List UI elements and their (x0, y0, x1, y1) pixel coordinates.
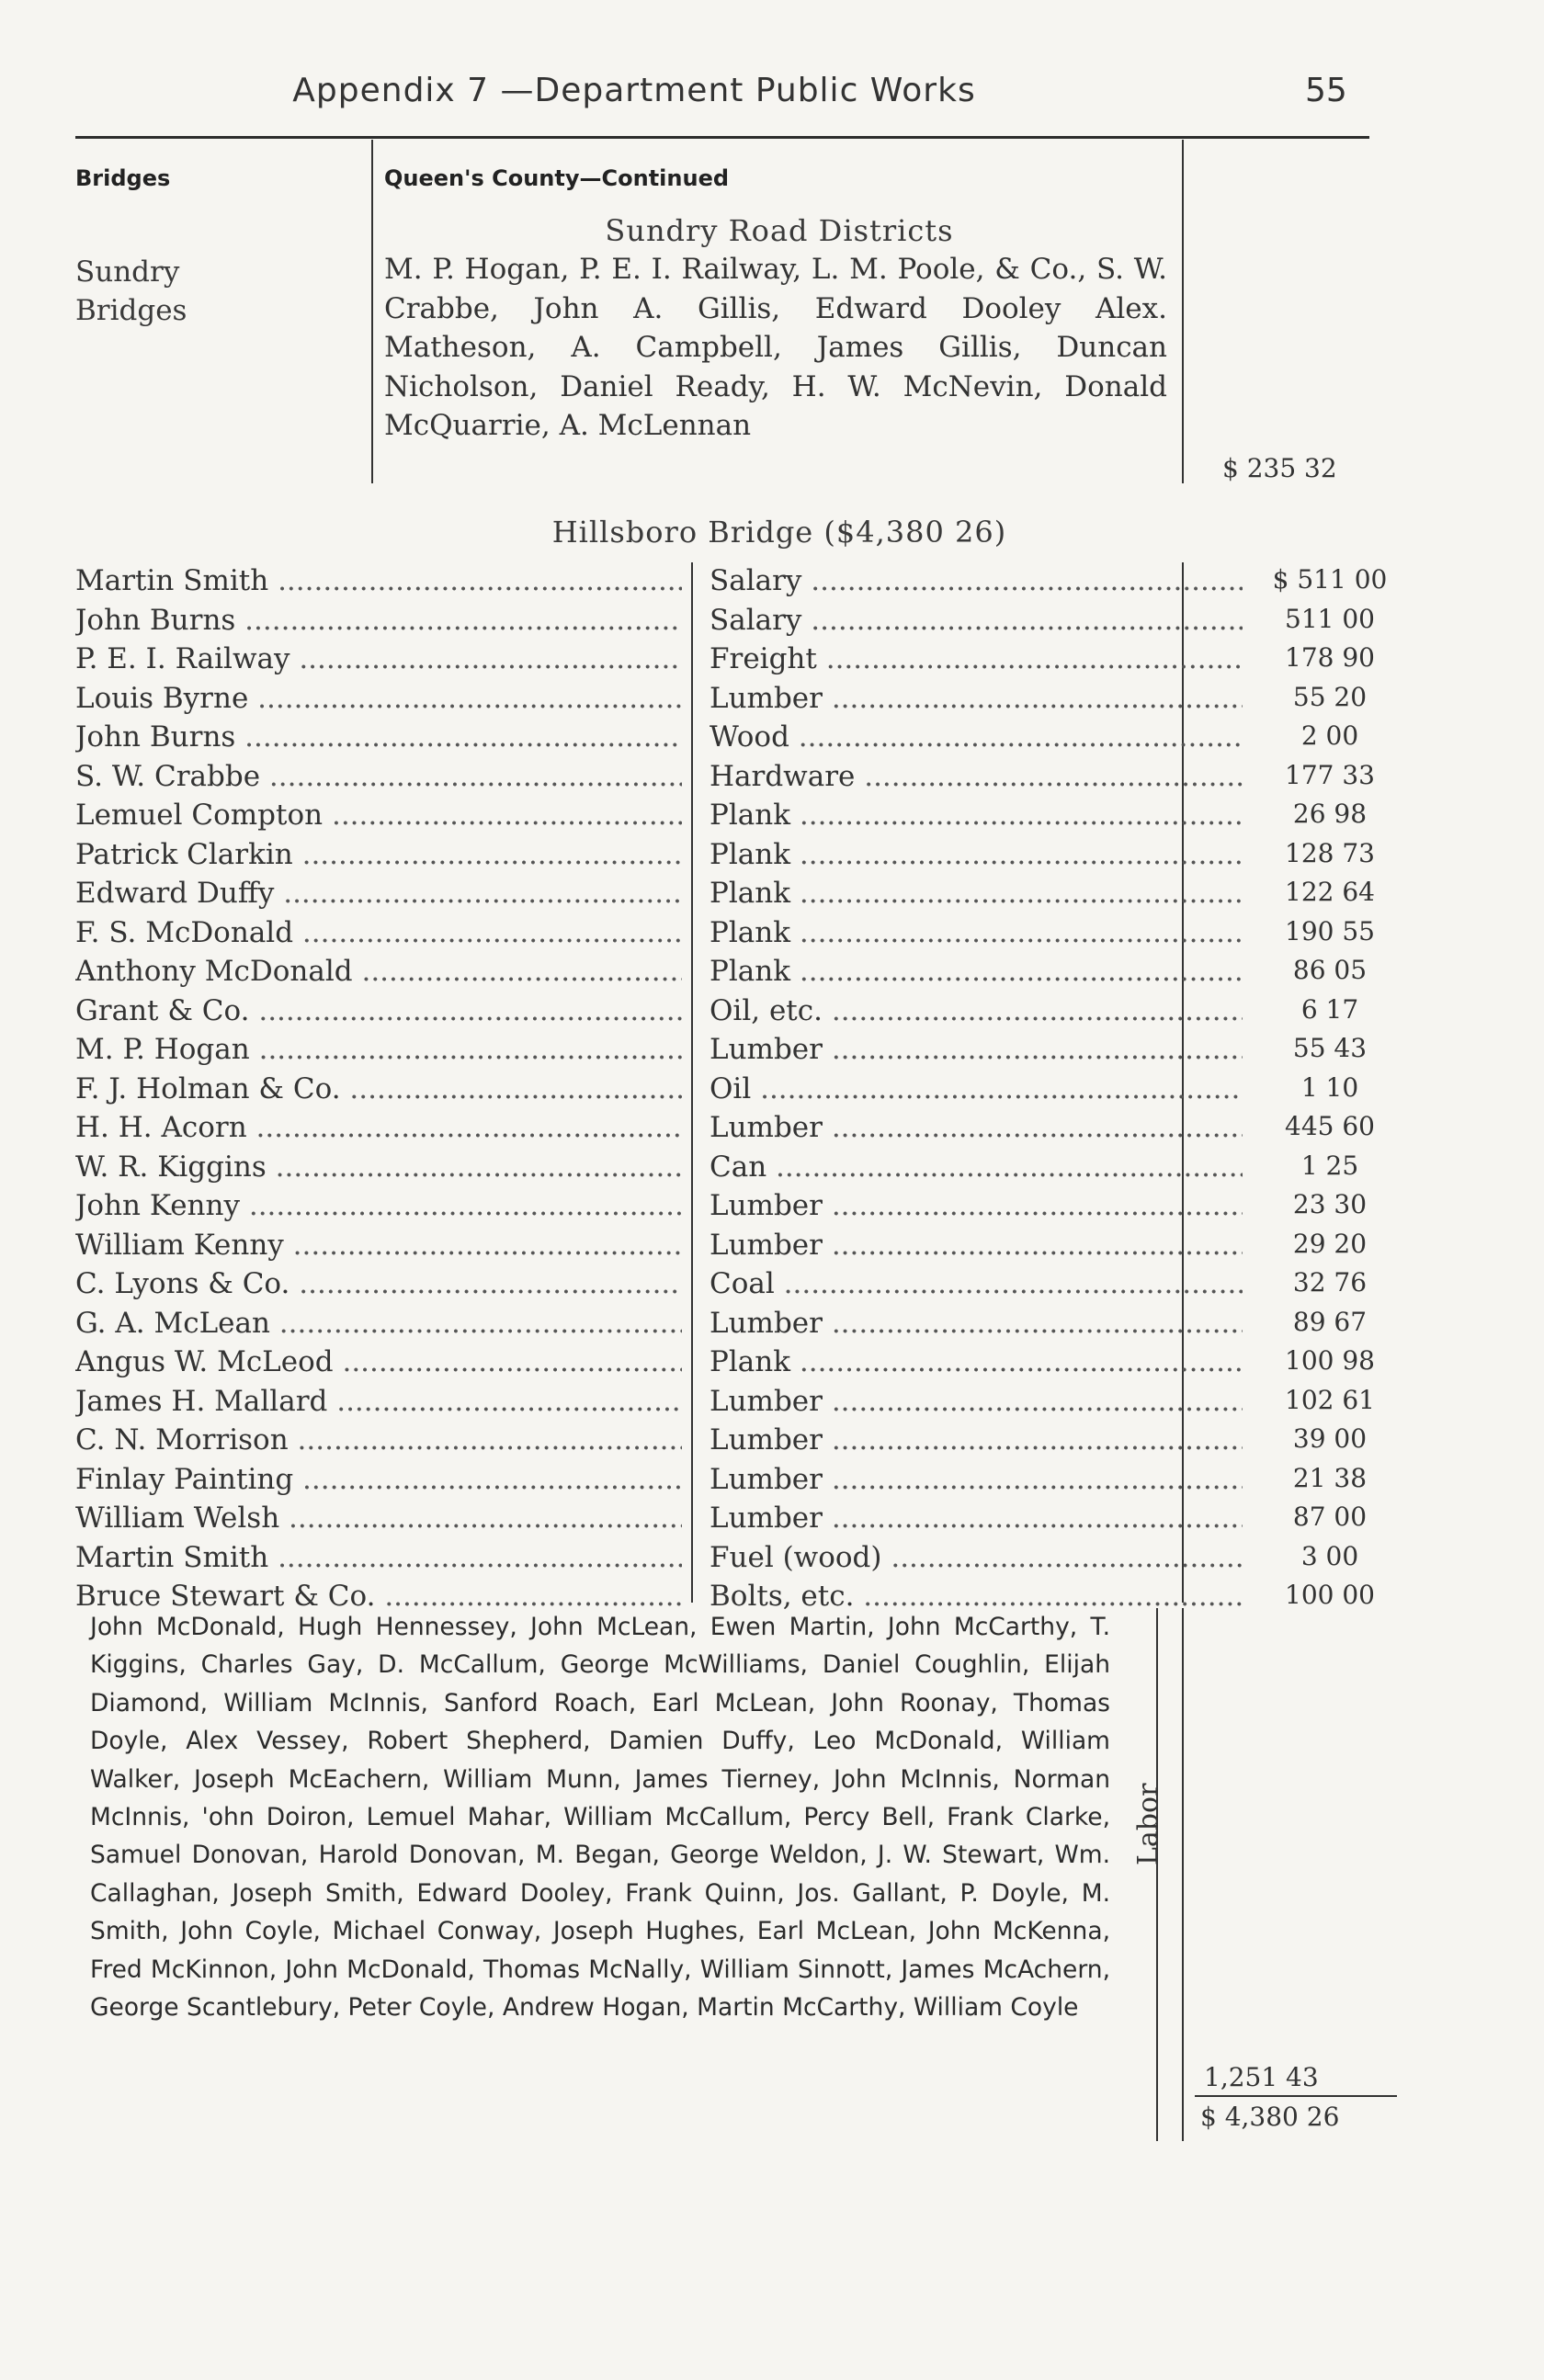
payee-name: Patrick Clarkin ..... (75, 838, 682, 871)
expense-amount: 511 00 (1285, 603, 1375, 634)
sundry-amount: $ 235 32 (1222, 453, 1337, 483)
payee-name: James H. Mallard ..... (75, 1385, 682, 1418)
payee-name: W. R. Kiggins ..... (75, 1150, 682, 1184)
table-row (75, 1463, 1426, 1502)
expense-item: Lumber ..... (710, 1502, 1243, 1535)
expense-item: Lumber ..... (710, 1463, 1243, 1496)
expense-amount: 55 43 (1292, 1033, 1368, 1063)
bridges-heading: Bridges (75, 165, 171, 191)
labor-names-text: John McDonald, Hugh Hennessey, John McLean, Ewen Martin, John McCarthy, T. Kiggins, Charles Gay, D. McCallum, George McWilliams, Daniel Coughlin, Elijah Diamond, William McInnis, Sanford Roach, Earl McLean, John Roonay, Thomas Doyle, Alex Vessey, Robert Shepherd, Damien Duffy, Leo McDonald, William Walker, Joseph McEachern, William Munn, James Tierney, John McInnis, Norman McInnis, 'ohn Doiron, Lemuel Mahar, William McCallum, Percy Bell, Frank Clarke, Samuel Donovan, Harold Donovan, M. Began, George Weldon, J. W. Stewart, Wm. Callaghan, Joseph Smith, Edward Dooley, Frank Quinn, Jos. Gallant, P. Doyle, M. Smith, John Coyle, Michael Conway, Joseph Hughes, Earl McLean, John McKenna, Fred McKinnon, John McDonald, Thomas McNally, William Sinnott, James McAchern, George Scantlebury, Peter Coyle, Andrew Hogan, Martin McCarthy, William Coyle (90, 1613, 1110, 2023)
expense-amount: 32 76 (1292, 1267, 1368, 1298)
payee-name: C. N. Morrison ..... (75, 1423, 682, 1456)
payee-name: William Kenny ..... (75, 1229, 682, 1262)
expense-item: Lumber ..... (710, 682, 1243, 715)
table-row (75, 1385, 1426, 1424)
table-row (75, 1189, 1426, 1229)
table-row (75, 760, 1426, 799)
expense-amount: 26 98 (1292, 799, 1368, 829)
table-row (75, 838, 1426, 878)
expense-amount: 122 64 (1285, 877, 1375, 907)
payee-name: Grant & Co. ..... (75, 994, 682, 1027)
expense-amount: 2 00 (1300, 720, 1359, 751)
payee-name: Louis Byrne ..... (75, 682, 682, 715)
divider-left (371, 140, 373, 483)
expense-amount: 87 00 (1292, 1502, 1368, 1532)
table-row (75, 1111, 1426, 1150)
expense-amount: 100 00 (1285, 1580, 1375, 1610)
table-row (75, 1229, 1426, 1268)
expense-amount: 1 25 (1300, 1150, 1359, 1181)
table-row (75, 1033, 1426, 1072)
expense-item: Lumber ..... (710, 1189, 1243, 1222)
expense-amount: $ 511 00 (1272, 564, 1388, 595)
payee-name: F. S. McDonald ..... (75, 916, 682, 949)
table-row (75, 1150, 1426, 1190)
payee-name: Edward Duffy ..... (75, 877, 682, 910)
divider-right (1182, 140, 1184, 483)
expense-item: Plank ..... (710, 877, 1243, 910)
payee-name: H. H. Acorn ..... (75, 1111, 682, 1144)
expense-amount: 100 98 (1285, 1345, 1375, 1376)
payee-name: Anthony McDonald ..... (75, 955, 682, 988)
payee-name: P. E. I. Railway ..... (75, 642, 682, 675)
table-row (75, 955, 1426, 994)
expense-item: Salary ..... (710, 564, 1243, 597)
expense-item: Oil ..... (710, 1072, 1243, 1105)
expense-amount: 29 20 (1292, 1228, 1368, 1259)
payee-name: G. A. McLean ..... (75, 1307, 682, 1340)
expense-item: Bolts, etc. ..... (710, 1580, 1243, 1613)
expense-amount: 128 73 (1285, 837, 1375, 868)
expense-item: Plank ..... (710, 1345, 1243, 1378)
divider-labor-left (1156, 1608, 1158, 2141)
expense-amount: 55 20 (1292, 681, 1368, 712)
total-rule (1195, 2095, 1397, 2097)
payee-name: John Kenny ..... (75, 1189, 682, 1222)
expense-item: Hardware ..... (710, 760, 1243, 793)
page-number: 55 (1305, 72, 1347, 109)
table-row (75, 1502, 1426, 1541)
payee-name: S. W. Crabbe ..... (75, 760, 682, 793)
expense-item: Freight ..... (710, 642, 1243, 675)
expense-item: Oil, etc. ..... (710, 994, 1243, 1027)
payee-name: Lemuel Compton ..... (75, 799, 682, 832)
table-row (75, 1345, 1426, 1385)
expense-amount: 177 33 (1285, 759, 1375, 790)
expense-amount: 89 67 (1292, 1306, 1368, 1337)
expense-amount: 190 55 (1285, 915, 1375, 946)
expense-item: Lumber ..... (710, 1385, 1243, 1418)
page-header (0, 62, 1544, 127)
expense-item: Lumber ..... (710, 1111, 1243, 1144)
expense-item: Lumber ..... (710, 1229, 1243, 1262)
expense-item: Plank ..... (710, 916, 1243, 949)
table-row (75, 1072, 1426, 1112)
payee-name: Finlay Painting ..... (75, 1463, 682, 1496)
payee-name: John Burns ..... (75, 604, 682, 637)
expense-item: Plank ..... (710, 799, 1243, 832)
expense-item: Coal ..... (710, 1267, 1243, 1300)
labor-label: Labor (1132, 1783, 1164, 1865)
hillsboro-bridge-title: Hillsboro Bridge ($4,380 26) (551, 515, 1007, 550)
table-row (75, 1267, 1426, 1307)
labor-amount: 1,251 43 (1204, 2062, 1319, 2092)
table-row (75, 1423, 1426, 1463)
expense-item: Fuel (wood) ..... (710, 1541, 1243, 1574)
table-row (75, 604, 1426, 643)
payee-name: F. J. Holman & Co. ..... (75, 1072, 682, 1105)
total-amount: $ 4,380 26 (1200, 2102, 1340, 2132)
payee-name: John Burns ..... (75, 720, 682, 754)
expense-amount: 3 00 (1300, 1540, 1359, 1571)
table-row (75, 994, 1426, 1034)
page-title: Appendix 7 —Department Public Works (292, 72, 976, 109)
payee-name: Martin Smith ..... (75, 564, 682, 597)
sundry-road-districts-text: M. P. Hogan, P. E. I. Railway, L. M. Poole, & Co., S. W. Crabbe, John A. Gillis, Edward Dooley Alex. Matheson, A. Campbell, James Gillis, Duncan Nicholson, Daniel Ready, H. W. McNevin, Donald McQuarrie, A. McLennan (384, 253, 1167, 442)
expense-item: Salary ..... (710, 604, 1243, 637)
payee-name: Bruce Stewart & Co. ..... (75, 1580, 682, 1613)
expense-item: Lumber ..... (710, 1423, 1243, 1456)
payee-name: Martin Smith ..... (75, 1541, 682, 1574)
table-row (75, 682, 1426, 721)
county-heading: Queen's County—Continued (384, 165, 730, 191)
table-row (75, 799, 1426, 838)
payee-name: Angus W. McLeod ..... (75, 1345, 682, 1378)
expense-item: Lumber ..... (710, 1033, 1243, 1066)
payee-name: William Welsh ..... (75, 1502, 682, 1535)
table-row (75, 564, 1426, 604)
sundry-bridges-label: Sundry Bridges (75, 255, 187, 327)
expense-amount: 39 00 (1292, 1423, 1368, 1454)
table-row (75, 916, 1426, 956)
expense-amount: 21 38 (1292, 1462, 1368, 1493)
table-row (75, 642, 1426, 682)
table-row (75, 720, 1426, 760)
expense-amount: 6 17 (1300, 993, 1359, 1025)
expense-amount: 1 10 (1300, 1071, 1359, 1103)
expense-amount: 23 30 (1292, 1189, 1368, 1219)
expense-item: Plank ..... (710, 838, 1243, 871)
expense-amount: 102 61 (1285, 1384, 1375, 1415)
expense-amount: 178 90 (1285, 642, 1375, 673)
payee-name: C. Lyons & Co. ..... (75, 1267, 682, 1300)
expense-item: Lumber ..... (710, 1307, 1243, 1340)
expense-item: Plank ..... (710, 955, 1243, 988)
hillsboro-expense-table (75, 564, 1426, 1619)
divider-labor-right (1182, 1608, 1184, 2141)
payee-name: M. P. Hogan ..... (75, 1033, 682, 1066)
table-row (75, 877, 1426, 916)
header-rule (75, 136, 1369, 139)
expense-amount: 445 60 (1285, 1111, 1375, 1141)
sundry-road-districts-title: Sundry Road Districts (605, 213, 954, 248)
table-row (75, 1307, 1426, 1346)
expense-item: Can ..... (710, 1150, 1243, 1184)
expense-item: Wood ..... (710, 720, 1243, 754)
table-row (75, 1541, 1426, 1581)
expense-amount: 86 05 (1292, 955, 1368, 985)
